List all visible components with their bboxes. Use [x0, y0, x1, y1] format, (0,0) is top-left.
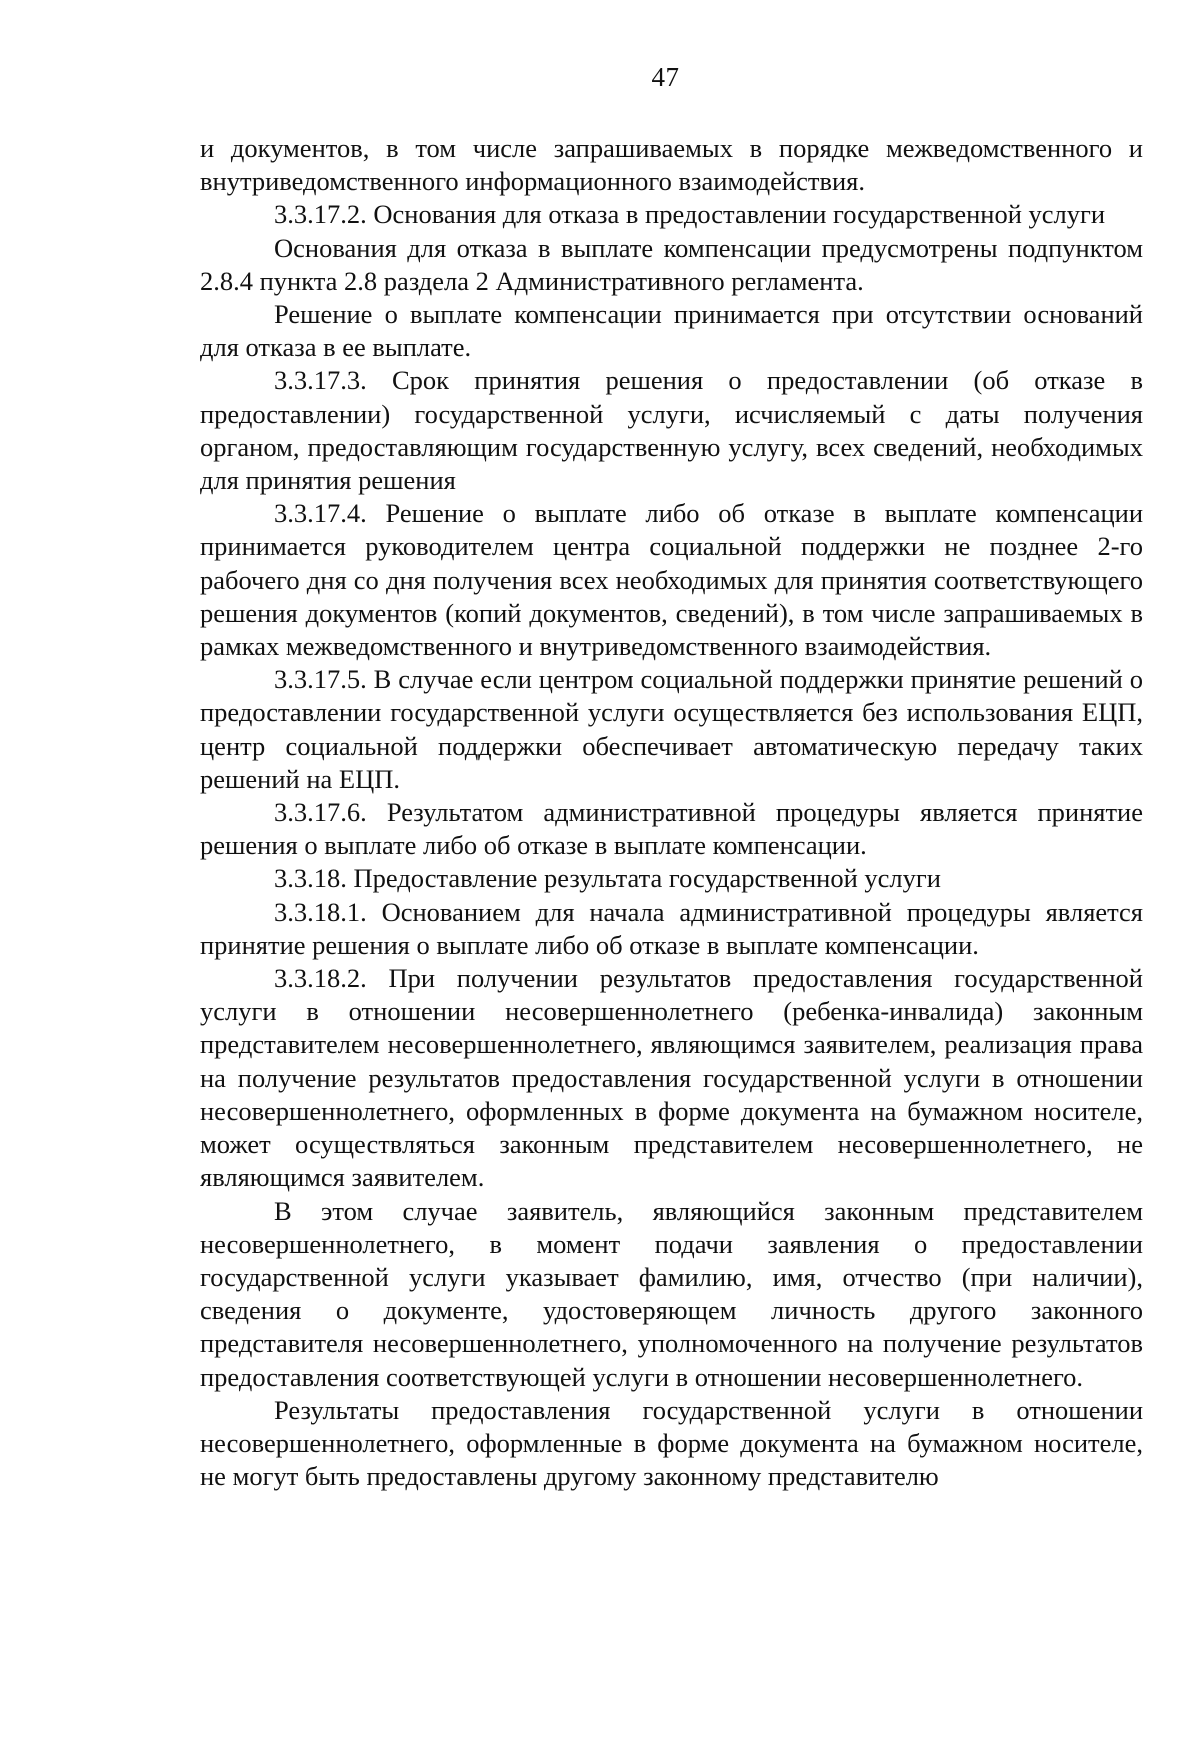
paragraph-4: Решение о выплате компенсации принимается при отсутствии оснований для отказа в ее выплате.	[200, 299, 1143, 363]
paragraph-5: 3.3.17.3. Срок принятия решения о предоставлении (об отказе в предоставлении) государственной услуги, исчисляемый с даты получения органом, предоставляющим государственную услугу, всех сведений, необходимых для принятия решения	[200, 365, 1143, 496]
document-body	[200, 132, 1143, 1493]
paragraph-3: Основания для отказа в выплате компенсации предусмотрены подпунктом 2.8.4 пункта 2.8 раздела 2 Административного регламента.	[200, 232, 1143, 296]
paragraph-6: 3.3.17.4. Решение о выплате либо об отказе в выплате компенсации принимается руководителем центра социальной поддержки не позднее 2-го рабочего дня со дня получения всех необходимых для принятия соответствующего решения документов (копий документов, сведений), в том числе запрашиваемых в рамках межведомственного и внутриведомственного взаимодействия.	[200, 498, 1143, 662]
paragraph-9: 3.3.18. Предоставление результата государственной услуги	[274, 863, 941, 894]
paragraph-13: Результаты предоставления государственной услуги в отношении несовершеннолетнего, оформленные в форме документа на бумажном носителе, не могут быть предоставлены другому законному представителю	[200, 1394, 1143, 1492]
paragraph-7: 3.3.17.5. В случае если центром социальной поддержки принятие решений о предоставлении государственной услуги осуществляется без использования ЕЦП, центр социальной поддержки обеспечивает автоматическую передачу таких решений на ЕЦП.	[200, 664, 1143, 794]
paragraph-8: 3.3.17.6. Результатом административной процедуры является принятие решения о выплате либо об отказе в выплате компенсации.	[200, 797, 1143, 861]
paragraph-12: В этом случае заявитель, являющийся законным представителем несовершеннолетнего, в момент подачи заявления о предоставлении государственной услуги указывает фамилию, имя, отчество (при наличии), сведения о документе, удостоверяющем личность другого законного представителя несовершеннолетнего, уполномоченного на получение результатов предоставления соответствующей услуги в отношении несовершеннолетнего.	[200, 1195, 1143, 1392]
paragraph-10: 3.3.18.1. Основанием для начала административной процедуры является принятие решения о выплате либо об отказе в выплате компенсации.	[200, 896, 1143, 960]
paragraph-11: 3.3.18.2. При получении результатов предоставления государственной услуги в отношении несовершеннолетнего (ребенка-инвалида) законным представителем несовершеннолетнего, являющимся заявителем, реализация права на получение результатов предоставления государственной услуги в отношении несовершеннолетнего, оформленных в форме документа на бумажном носителе, может осуществляться законным представителем несовершеннолетнего, не являющимся заявителем.	[200, 963, 1143, 1193]
paragraph-1: и документов, в том числе запрашиваемых в порядке межведомственного и внутриведомственного информационного взаимодействия.	[200, 133, 1143, 197]
page-number: 47	[651, 62, 680, 92]
paragraph-2: 3.3.17.2. Основания для отказа в предоставлении государственной услуги	[274, 199, 1106, 230]
